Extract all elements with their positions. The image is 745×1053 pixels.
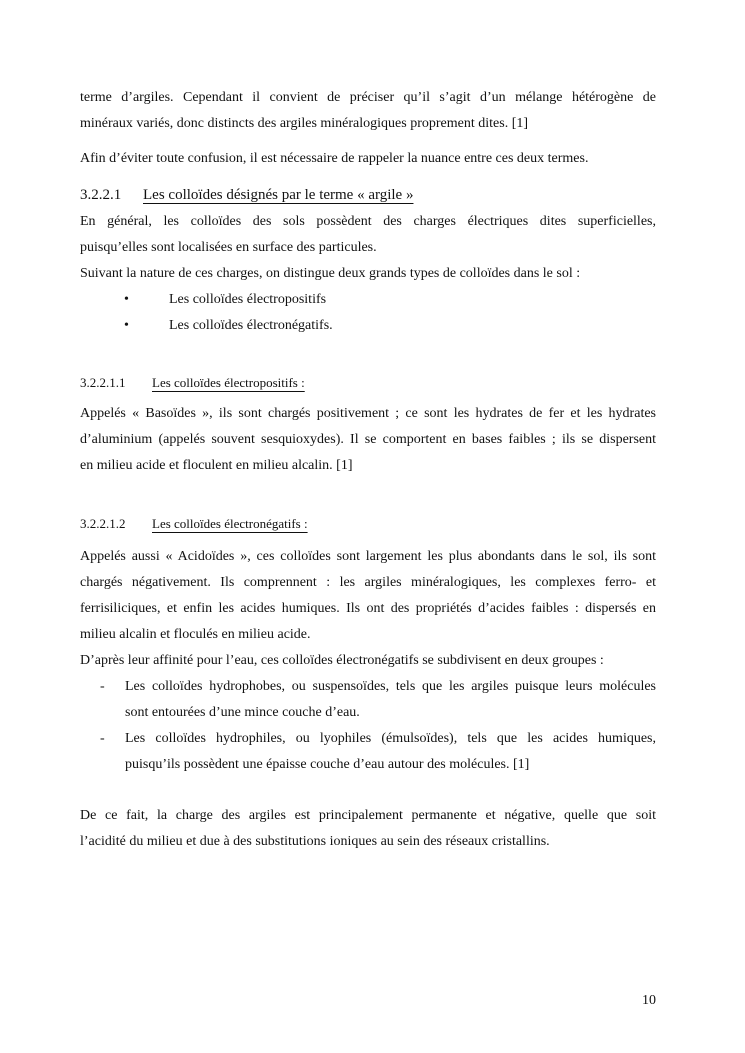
dash-marker: - [100, 679, 105, 694]
section-heading [80, 182, 656, 208]
text-line: Appelés « Basoïdes », ils sont chargés positivement ; ce sont les hydrates de fer et les hydrates [80, 406, 656, 421]
subsection-number: 3.2.2.1.2 [80, 516, 126, 531]
conclusion-paragraph [80, 803, 656, 855]
text-line: En général, les colloïdes des sols possèdent des charges électriques dites superficielles, [80, 214, 656, 229]
intro-paragraph-2 [80, 146, 656, 172]
subsection-title: Les colloïdes électronégatifs : [152, 516, 308, 531]
text-line: minéraux variés, donc distincts des argiles minéralogiques proprement dites. [1] [80, 116, 529, 131]
text-line: puisqu’ils possèdent une épaisse couche d’eau autour des molécules. [1] [125, 757, 530, 772]
text-line: d’aluminium (appelés souvent sesquioxydes). Il se comportent en bases faibles ; ils se dispersent [80, 432, 656, 447]
text-line: terme d’argiles. Cependant il convient de préciser qu’il s’agit d’un mélange hétérogène de [80, 90, 656, 105]
text-line: milieu alcalin et floculés en milieu acide. [80, 627, 311, 642]
subsection-title: Les colloïdes électropositifs : [152, 375, 305, 390]
subsection-paragraph [80, 544, 656, 674]
page-number: 10 [642, 993, 656, 1008]
text-line: l’acidité du milieu et due à des substitutions ioniques au sein des réseaux cristallins. [80, 834, 550, 849]
subsection-number: 3.2.2.1.1 [80, 375, 126, 390]
text-line: Les colloïdes hydrophiles, ou lyophiles (émulsoïdes), tels que les acides humiques, [125, 731, 656, 746]
text-line: Appelés aussi « Acidoïdes », ces colloïdes sont largement les plus abondants dans le sol, ils sont [80, 549, 656, 564]
subsection-heading [80, 511, 656, 537]
bullet-icon: • [124, 292, 129, 307]
intro-paragraph [80, 85, 656, 137]
dash-marker: - [100, 731, 105, 746]
bullet-icon: • [124, 318, 129, 333]
text-line: sont entourées d’une mince couche d’eau. [125, 705, 360, 720]
text-line: chargés négativement. Ils comprennent : les argiles minéralogiques, les complexes ferro- et [80, 575, 656, 590]
dash-list-item [100, 674, 656, 726]
subsection-paragraph [80, 401, 656, 479]
subsection-heading [80, 370, 656, 396]
text-line: De ce fait, la charge des argiles est principalement permanente et négative, quelle que soit [80, 808, 656, 823]
section-paragraph [80, 209, 656, 287]
dash-list-item [100, 726, 656, 778]
text-line: D’après leur affinité pour l’eau, ces colloïdes électronégatifs se subdivisent en deux groupes : [80, 653, 604, 668]
text-line: Afin d’éviter toute confusion, il est nécessaire de rappeler la nuance entre ces deux termes. [80, 151, 589, 166]
text-line: Les colloïdes hydrophobes, ou suspensoïdes, tels que les argiles puisque leurs molécules [125, 679, 656, 694]
section-title: Les colloïdes désignés par le terme « argile » [143, 187, 414, 203]
text-line: Suivant la nature de ces charges, on distingue deux grands types de colloïdes dans le sol : [80, 266, 581, 281]
text-line: en milieu acide et floculent en milieu alcalin. [1] [80, 458, 353, 473]
section-number: 3.2.2.1 [80, 187, 122, 203]
bullet-text: Les colloïdes électropositifs [169, 292, 327, 307]
text-line: puisqu’elles sont localisées en surface des particules. [80, 240, 377, 255]
text-line: ferrisiliciques, et enfin les acides humiques. Ils ont des propriétés d’acides faibles : dispersés en [80, 601, 656, 616]
bullet-text: Les colloïdes électronégatifs. [169, 318, 333, 333]
